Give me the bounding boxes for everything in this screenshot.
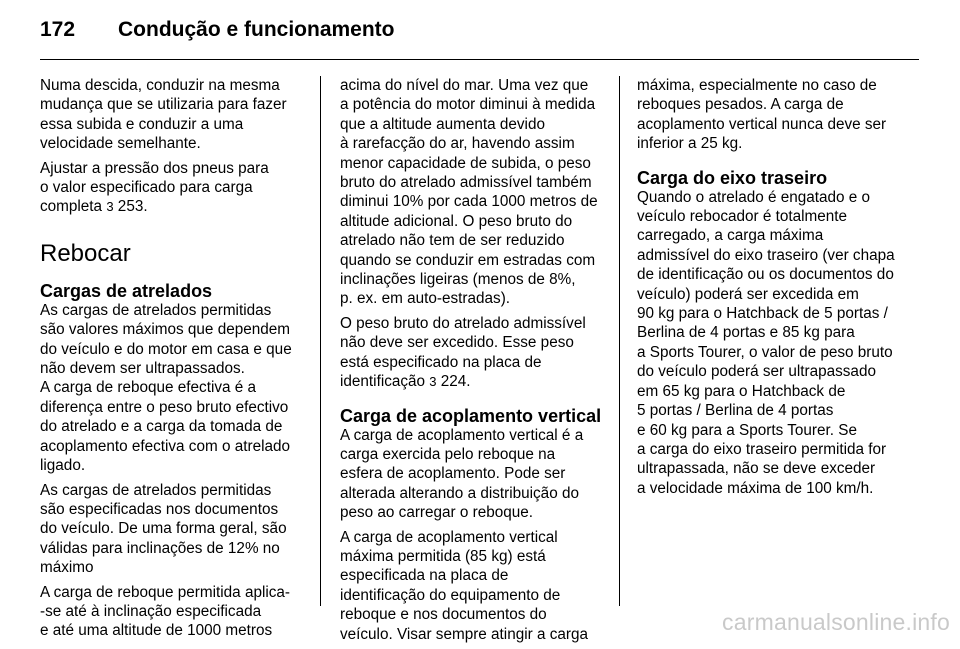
paragraph: Numa descida, conduzir na mesma mudança que se utilizaria para fazer essa subida e conduzir a uma velocidade semelhante. — [40, 77, 287, 153]
subsection-heading: Carga do eixo traseiro — [637, 167, 828, 188]
subsection-heading: Carga de acoplamento vertical — [340, 405, 602, 426]
paragraph: A carga de reboque permitida aplica- -se até à inclinação especificada e até uma altitude de 1000 metros — [40, 583, 291, 640]
column-1 — [40, 76, 306, 646]
page-number: 172 — [40, 18, 76, 41]
paragraph: acima do nível do mar. Uma vez que a potência do motor diminui à medida que a altitude aumenta devido à rarefacção do ar, havendo assim menor capacidade de subida, o peso bruto do atrelado admissível também diminui 10% por cada 1000 metros de altitude adicional. O peso bruto do atrelado não tem de ser reduzido quando se conduzir em estradas com inclinações ligeiras (menos de 8%, p. ex. em auto-estradas). — [340, 77, 598, 308]
paragraph: A carga de acoplamento vertical é a carga exercida pelo reboque na esfera de acoplamento. Pode ser alterada alterando a distribuição do peso ao carregar o reboque. — [340, 426, 584, 522]
subsection-heading: Cargas de atrelados — [40, 280, 213, 301]
column-2 — [340, 76, 604, 649]
paragraph: Ajustar a pressão dos pneus para o valor especificado para carga completa 3 253. — [40, 159, 269, 216]
page-reference-icon: 3 — [429, 374, 437, 390]
watermark: carmanualsonline.info — [722, 609, 950, 635]
section-title: Condução e funcionamento — [118, 18, 395, 41]
section-heading: Rebocar — [40, 239, 131, 267]
paragraph: As cargas de atrelados permitidas são especificadas nos documentos do veículo. De uma forma geral, são válidas para inclinações de 12% no máximo — [40, 481, 287, 577]
paragraph: Quando o atrelado é engatado e o veículo rebocador é totalmente carregado, a carga máxima admissível do eixo traseiro (ver chapa de identificação ou os documentos do veículo) poderá ser excedida em 90 kg para o Hatchback de 5 portas / Berlina de 4 portas e 85 kg para a Sports Tourer, o valor de peso bruto do veículo poderá ser ultrapassado em 65 kg para o Hatchback de 5 portas / Berlina de 4 portas e 60 kg para a Sports Tourer. Se a carga do eixo traseiro permitida for ultrapassada, não se deve exceder a velocidade máxima de 100 km/h. — [637, 188, 895, 497]
page-reference-icon: 3 — [106, 199, 114, 215]
column-3 — [637, 76, 903, 503]
paragraph: As cargas de atrelados permitidas são valores máximos que dependem do veículo e do motor em casa e que não devem ser ultrapassados. A carga de reboque efectiva é a diferença entre o peso bruto efectivo do atrelado e a carga da tomada de acoplamento efectiva com o atrelado ligado. — [40, 301, 292, 475]
page-header — [40, 18, 920, 48]
column-divider — [320, 76, 321, 606]
column-divider — [619, 76, 620, 606]
paragraph: O peso bruto do atrelado admissível não deve ser excedido. Esse peso está especificado na placa de identificação 3 224. — [340, 314, 586, 391]
paragraph: máxima, especialmente no caso de reboques pesados. A carga de acoplamento vertical nunca deve ser inferior a 25 kg. — [637, 77, 887, 153]
header-rule — [40, 59, 919, 60]
paragraph: A carga de acoplamento vertical máxima permitida (85 kg) está especificada na placa de identificação do equipamento de reboque e nos documentos do veículo. Visar sempre atingir a carga — [340, 528, 588, 643]
